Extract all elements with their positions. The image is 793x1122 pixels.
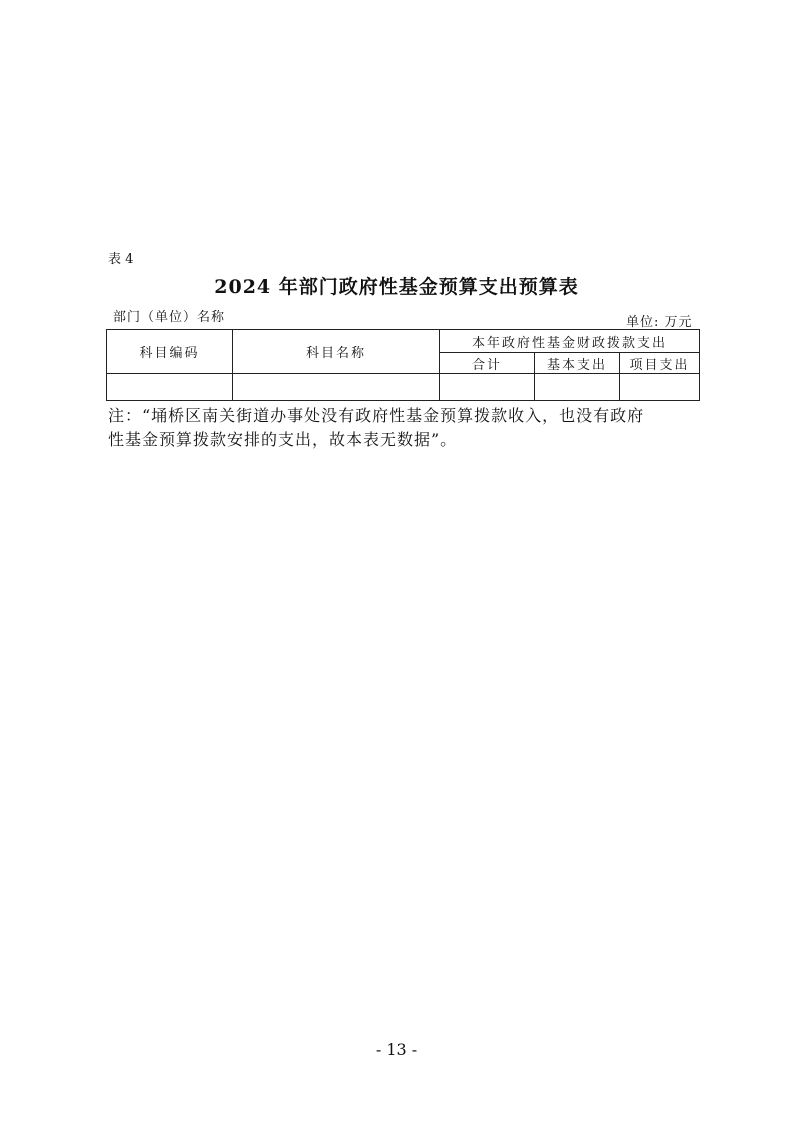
table-cell bbox=[440, 374, 535, 401]
table-cell bbox=[233, 374, 440, 401]
header-fund-expenditure: 本年政府性基金财政拨款支出 bbox=[440, 330, 700, 353]
page-number: - 13 - bbox=[375, 1040, 418, 1059]
table-cell bbox=[107, 374, 233, 401]
header-subject-name: 科目名称 bbox=[233, 330, 440, 374]
table-row bbox=[107, 374, 700, 401]
note-paragraph bbox=[108, 404, 708, 452]
header-project-expenditure: 项目支出 bbox=[620, 353, 700, 374]
department-label: 部门（单位）名称 bbox=[113, 310, 226, 325]
header-subject-code: 科目编码 bbox=[107, 330, 233, 374]
table-label: 表 4 bbox=[108, 252, 134, 267]
header-basic-expenditure: 基本支出 bbox=[535, 353, 620, 374]
header-total: 合计 bbox=[440, 353, 535, 374]
document-title: 2024 年部门政府性基金预算支出预算表 bbox=[214, 276, 579, 298]
table-cell bbox=[620, 374, 700, 401]
table-header-row bbox=[107, 330, 700, 353]
note-line: 性基金预算拨款安排的支出，故本表无数据”。 bbox=[108, 430, 458, 449]
table-cell bbox=[535, 374, 620, 401]
unit-label: 单位: 万元 bbox=[626, 315, 693, 330]
budget-table bbox=[106, 329, 700, 401]
note-line: 注：“埇桥区南关街道办事处没有政府性基金预算拨款收入，也没有政府 bbox=[108, 406, 645, 425]
